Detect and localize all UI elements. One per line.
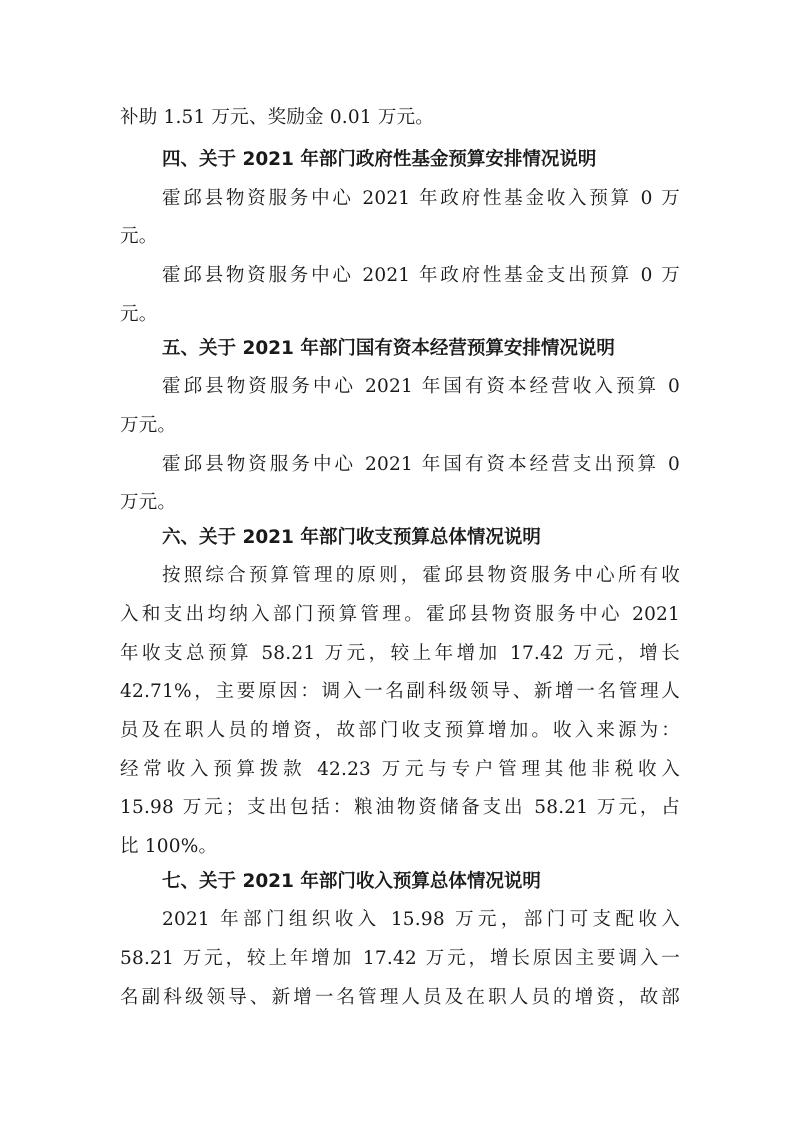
section-heading-5: 五、关于 2021 年部门国有资本经营预算安排情况说明: [162, 338, 615, 359]
paragraph-line: 霍邱县物资服务中心 2021 年国有资本经营支出预算 0: [162, 454, 680, 475]
section-heading-6: 六、关于 2021 年部门收支预算总体情况说明: [162, 527, 541, 548]
paragraph-line: 经常收入预算拨款 42.23 万元与专户管理其他非税收入: [120, 759, 680, 780]
paragraph-line: 名副科级领导、新增一名管理人员及在职人员的增资，故部: [120, 987, 680, 1008]
paragraph-line: 58.21 万元，较上年增加 17.42 万元，增长原因主要调入一: [120, 948, 680, 969]
paragraph-line: 比 100%。: [120, 836, 218, 857]
paragraph-line: 员及在职人员的增资，故部门收支预算增加。收入来源为：: [120, 720, 680, 741]
paragraph-line: 按照综合预算管理的原则，霍邱县物资服务中心所有收: [162, 565, 680, 586]
paragraph-line: 霍邱县物资服务中心 2021 年政府性基金支出预算 0 万: [162, 265, 680, 286]
paragraph-line: 元。: [120, 226, 158, 247]
section-heading-7: 七、关于 2021 年部门收入预算总体情况说明: [162, 871, 541, 892]
paragraph-line: 元。: [120, 304, 158, 325]
paragraph-line: 入和支出均纳入部门预算管理。霍邱县物资服务中心 2021: [120, 604, 680, 625]
paragraph-line: 2021 年部门组织收入 15.98 万元，部门可支配收入: [162, 909, 680, 930]
paragraph-line: 15.98 万元；支出包括：粮油物资储备支出 58.21 万元，占: [120, 797, 680, 818]
paragraph-line: 万元。: [120, 415, 177, 436]
paragraph-line: 补助 1.51 万元、奖励金 0.01 万元。: [120, 107, 435, 128]
paragraph-line: 年收支总预算 58.21 万元，较上年增加 17.42 万元，增长: [120, 643, 680, 664]
paragraph-line: 万元。: [120, 492, 177, 513]
section-heading-4: 四、关于 2021 年部门政府性基金预算安排情况说明: [162, 149, 597, 170]
paragraph-line: 霍邱县物资服务中心 2021 年国有资本经营收入预算 0: [162, 376, 680, 397]
paragraph-line: 霍邱县物资服务中心 2021 年政府性基金收入预算 0 万: [162, 188, 680, 209]
paragraph-line: 42.71%，主要原因：调入一名副科级领导、新增一名管理人: [120, 681, 680, 702]
